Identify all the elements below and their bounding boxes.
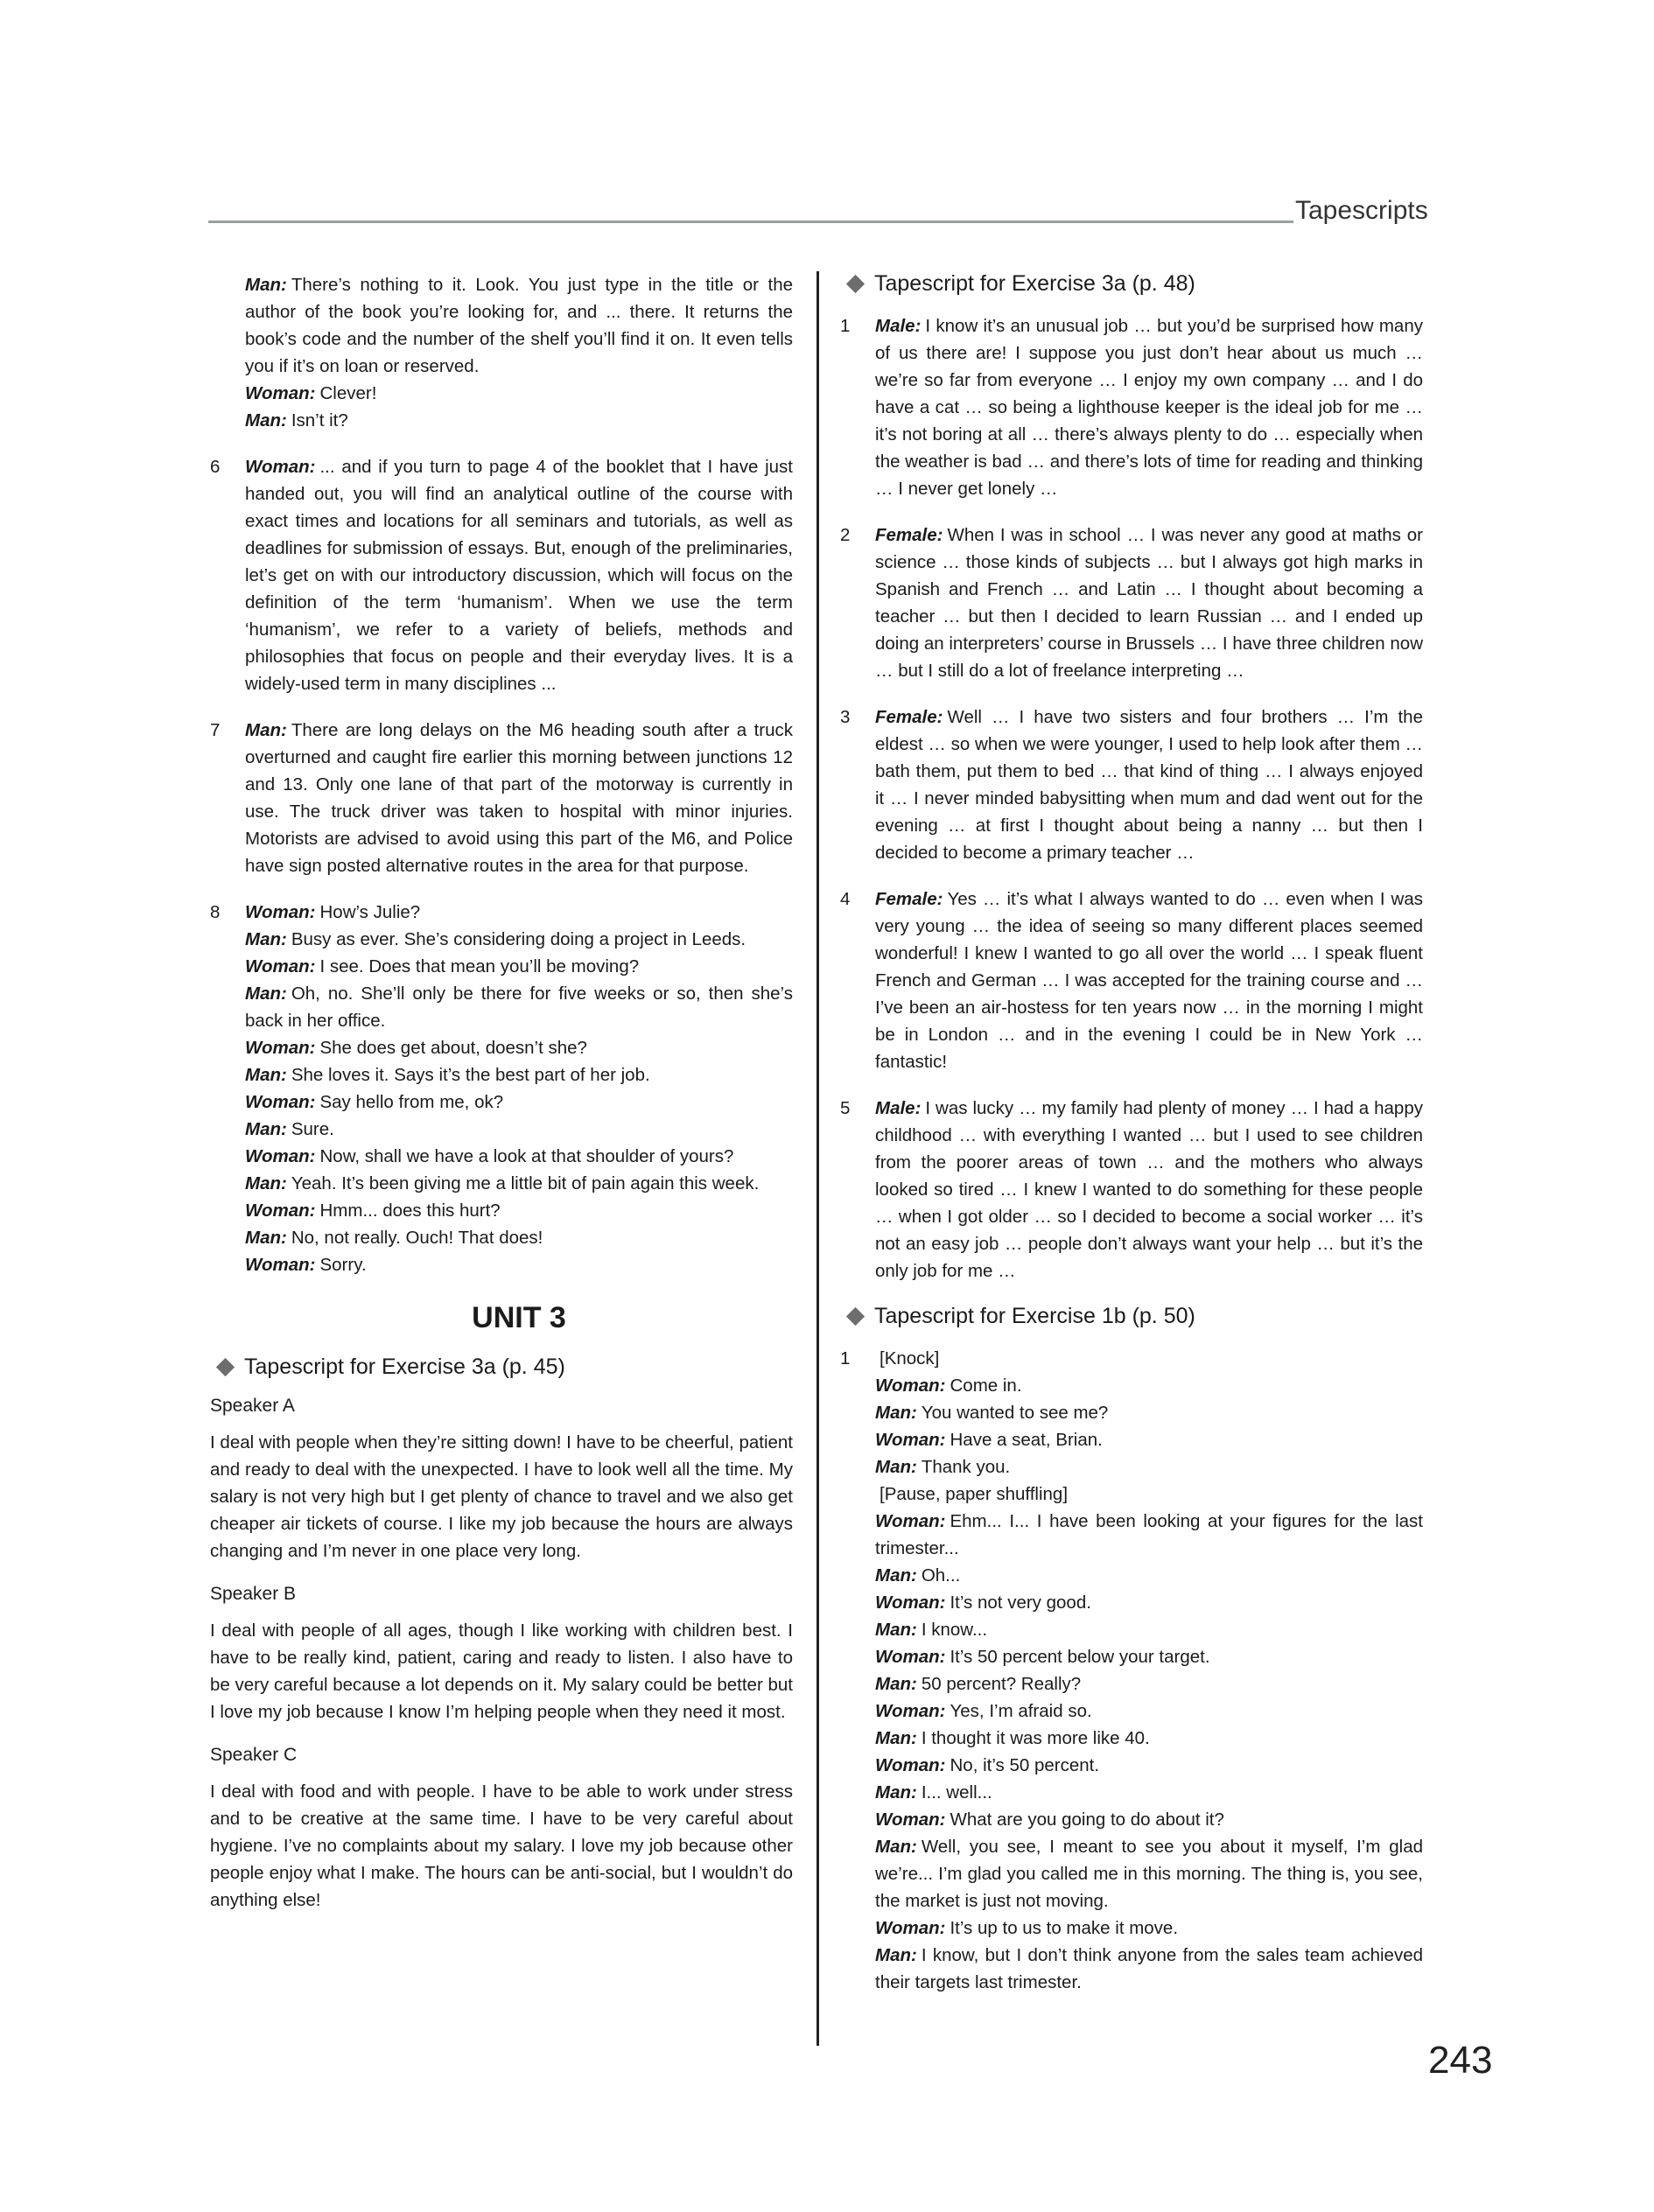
speaker-label: Woman: [245, 383, 316, 403]
job-item-4 [840, 886, 1423, 1075]
speaker-label: Man: [875, 1837, 917, 1857]
dialog-line [875, 1779, 1423, 1806]
dialog-text: Yes … it’s what I always wanted to do … even when I was very young … the idea of seeing so many different places seemed wonderful! I knew I wanted to go all over the world … I speak fluent French and German … I was accepted for the training course and … I’ve been an air-hostess for ten years now … in the morning I might be in London … and in the evening I could be in New York … fantastic! [875, 889, 1423, 1072]
running-header: Tapescripts [1295, 196, 1428, 225]
dialog-text: Thank you. [921, 1457, 1011, 1477]
speaker-label: Woman: [245, 902, 316, 922]
dialog-line [245, 407, 793, 434]
dialog-line [245, 1034, 793, 1061]
dialog-text: Oh... [921, 1565, 961, 1586]
dialog-text: You wanted to see me? [921, 1403, 1109, 1423]
dialog-text: I see. Does that mean you’ll be moving? [319, 956, 640, 976]
dialog-text: [Pause, paper shuffling] [880, 1484, 1069, 1504]
entry-5-continued [210, 271, 793, 434]
speaker-label: Man: [245, 1065, 287, 1085]
dialog-text: I thought it was more like 40. [921, 1728, 1150, 1748]
dialog-text: No, not really. Ouch! That does! [291, 1228, 543, 1248]
entry-7 [210, 717, 793, 879]
unit-heading: UNIT 3 [472, 1301, 566, 1334]
dialog-line [245, 1170, 793, 1197]
dialog-text: I was lucky … my family had plenty of money … I had a happy childhood … with everything I wanted … but I used to see children from the poorer areas of town … and the mothers who always looked so tired … I knew I wanted to do something for these people … when I got older … so I decided to become a social worker … it’s not an easy job … people don’t always want your help … but it’s the only job for me … [875, 1098, 1423, 1281]
dialog-text: Oh, no. She’ll only be there for five weeks or so, then she’s back in her office. [245, 984, 793, 1031]
speaker-label: Woman: [875, 1810, 946, 1830]
dialog-text: Yeah. It’s been giving me a little bit of pain again this week. [291, 1173, 760, 1194]
dialog-line [875, 1806, 1423, 1833]
entry-number: 1 [840, 1348, 851, 1368]
speaker-label: Woman: [245, 1255, 316, 1275]
entry-number: 3 [840, 707, 851, 727]
job-item-1 [840, 312, 1423, 502]
speaker-label: Man: [875, 1403, 917, 1423]
dialog-text: She does get about, doesn’t she? [319, 1038, 587, 1058]
speaker-label: Man: [875, 1565, 917, 1586]
dialog-line [245, 953, 793, 980]
dialog-line [245, 1143, 793, 1170]
job-item-5 [840, 1095, 1423, 1284]
dialog-text: Now, shall we have a look at that shoulder of yours? [319, 1146, 734, 1166]
tapescript-heading [840, 1304, 1423, 1329]
job-item-3 [840, 704, 1423, 866]
dialog-text: Busy as ever. She’s considering doing a project in Leeds. [291, 929, 746, 949]
dialog-text: Hmm... does this hurt? [319, 1200, 501, 1221]
dialog-line [875, 312, 1423, 502]
speaker-title: Speaker C [210, 1745, 298, 1765]
speaker-label: Man: [875, 1945, 917, 1965]
dialog-line [875, 1752, 1423, 1779]
dialog-text: She loves it. Says it’s the best part of her job. [291, 1065, 650, 1085]
speaker-b-block [210, 1584, 793, 1726]
dialog-line [875, 1914, 1423, 1942]
dialog-line [875, 704, 1423, 866]
left-column [210, 271, 793, 1933]
dialog-line [245, 271, 793, 380]
entry-8 [210, 899, 793, 1278]
dialog-text: Ehm... I... I have been looking at your figures for the last trimester... [875, 1511, 1423, 1558]
tapescript-heading-text: Tapescript for Exercise 1b (p. 50) [874, 1304, 1195, 1328]
dialog-line [875, 1508, 1423, 1562]
speaker-label: Woman: [245, 956, 316, 976]
column-divider [816, 271, 819, 2046]
dialog-text: Sure. [291, 1119, 334, 1139]
speaker-label: Man: [245, 275, 287, 295]
dialog-text: Yes, I’m afraid so. [950, 1701, 1092, 1721]
dialog-line [245, 1251, 793, 1278]
speaker-label: Man: [245, 1173, 287, 1194]
dialog-text: It’s not very good. [950, 1592, 1091, 1613]
dialog-text: Sorry. [319, 1255, 367, 1275]
speaker-label: Man: [875, 1674, 917, 1694]
entry-number: 4 [840, 889, 851, 909]
dialog-line [875, 1616, 1423, 1643]
dialog-text: No, it’s 50 percent. [950, 1755, 1100, 1775]
speaker-c-block [210, 1745, 793, 1914]
speaker-label: Man: [245, 720, 287, 740]
entry-6 [210, 453, 793, 697]
dialog-line [875, 1643, 1423, 1670]
dialog-text: It’s up to us to make it move. [950, 1918, 1179, 1938]
speaker-label: Man: [245, 410, 287, 430]
speaker-label: Man: [245, 929, 287, 949]
speaker-label: Woman: [875, 1592, 946, 1613]
diamond-bullet-icon [846, 1307, 865, 1326]
dialog-line [875, 1589, 1423, 1616]
speaker-text: I deal with people when they’re sitting down! I have to be cheerful, patient and ready to deal with the unexpected. I have to look well all the time. My salary is not very high but I get plenty of chance to travel and we also get cheaper air tickets of course. I like my job because the hours are always changing and I’m never in one place very long. [210, 1432, 793, 1561]
dialog-text: There’s nothing to it. Look. You just type in the title or the author of the book you’re looking for, and ... there. It returns the book’s code and the number of the shelf you’ll find it on. It even tells you if it’s on loan or reserved. [245, 275, 793, 376]
dialog-text: It’s 50 percent below your target. [950, 1647, 1210, 1667]
speaker-label: Man: [875, 1728, 917, 1748]
dialog-line [875, 1453, 1423, 1480]
right-column [840, 271, 1423, 2015]
speaker-label: Man: [245, 1119, 287, 1139]
speaker-label: Man: [875, 1620, 917, 1640]
entry-number: 2 [840, 525, 851, 545]
dialog-line [245, 980, 793, 1034]
tapescript-heading-text: Tapescript for Exercise 3a (p. 48) [874, 271, 1195, 296]
dialog-line [245, 1116, 793, 1143]
speaker-label: Male: [875, 316, 922, 336]
dialog-line [875, 1372, 1423, 1399]
dialog-line [875, 1562, 1423, 1589]
entry-number: 1 [840, 316, 851, 336]
dialog-text: Say hello from me, ok? [319, 1092, 504, 1112]
speaker-label: Woman: [245, 1038, 316, 1058]
speaker-label: Woman: [875, 1755, 946, 1775]
dialog-text: I... well... [921, 1782, 992, 1802]
speaker-label: Woman: [245, 1146, 316, 1166]
speaker-label: Woman: [245, 1092, 316, 1112]
dialog-text: Well, you see, I meant to see you about it myself, I’m glad we’re... I’m glad you called me in this morning. The thing is, you see, the market is just not moving. [875, 1837, 1423, 1911]
dialog-line [245, 717, 793, 879]
job-item-2 [840, 522, 1423, 684]
tapescript-heading-text: Tapescript for Exercise 3a (p. 45) [244, 1354, 565, 1379]
speaker-label: Female: [875, 525, 943, 545]
dialog-text: ... and if you turn to page 4 of the booklet that I have just handed out, you will find an analytical outline of the course with exact times and locations for all seminars and tutorials, as well as deadlines for submission of essays. But, enough of the preliminaries, let’s get on with our introductory discussion, which will focus on the definition of the term ‘humanism’. When we use the term ‘humanism’, we refer to a variety of beliefs, methods and philosophies that focus on people and their everyday lives. It is a widely-used term in many disciplines ... [245, 457, 793, 694]
dialog-text: There are long delays on the M6 heading south after a truck overturned and caught fire earlier this morning between junctions 12 and 13. Only one lane of that part of the motorway is currently in use. The truck driver was taken to hospital with minor injuries. Motorists are advised to avoid using this part of the M6, and Police have sign posted alternative routes in the area for that purpose. [245, 720, 793, 876]
dialog-text: Well … I have two sisters and four brothers … I’m the eldest … so when we were younger, I used to help look after them … bath them, put them to bed … that kind of thing … I always enjoyed it … I never minded babysitting when mum and dad went out for the evening … at first I thought about being a nanny … but then I decided to become a primary teacher … [875, 707, 1423, 863]
speaker-a-block [210, 1396, 793, 1564]
dialog-line [245, 453, 793, 697]
dialog-line [245, 1088, 793, 1116]
dialog-entry-1 [840, 1345, 1423, 1996]
dialog-text: When I was in school … I was never any good at maths or science … those kinds of subjects … but I always got high marks in Spanish and French … and Latin … I thought about becoming a teacher … but then I decided to learn Russian … and I ended up doing an interpreters’ course in Brussels … I have three children now … but I still do a lot of freelance interpreting … [875, 525, 1423, 681]
entry-number: 5 [840, 1098, 851, 1118]
dialog-text: Clever! [319, 383, 377, 403]
speaker-label: Woman: [875, 1376, 946, 1396]
dialog-line [875, 1698, 1423, 1725]
entry-number: 7 [210, 720, 221, 740]
dialog-text: Isn’t it? [291, 410, 348, 430]
dialog-line [875, 1095, 1423, 1284]
speaker-label: Man: [875, 1782, 917, 1802]
dialog-line [245, 1197, 793, 1224]
speaker-label: Man: [245, 1228, 287, 1248]
speaker-label: Man: [245, 984, 287, 1004]
speaker-label: Male: [875, 1098, 922, 1118]
dialog-line [875, 1399, 1423, 1426]
speaker-text: I deal with people of all ages, though I like working with children best. I have to be really kind, patient, caring and ready to listen. I also have to be very careful because a lot depends on it. My salary could be better but I love my job because I know I’m helping people when they need it most. [210, 1620, 793, 1722]
dialog-line [875, 886, 1423, 1075]
dialog-line [875, 1345, 1423, 1372]
dialog-text: I know it’s an unusual job … but you’d be surprised how many of us there are! I suppose you just don’t hear about us much … we’re so far from everyone … I enjoy my own company … and I do have a cat … so being a lighthouse keeper is the ideal job for me … it’s not boring at all … there’s always plenty to do … especially when the weather is bad … and there’s lots of time for reading and thinking … I never get lonely … [875, 316, 1423, 499]
dialog-line [875, 1480, 1423, 1508]
speaker-label: Woman: [875, 1430, 946, 1450]
dialog-text: [Knock] [880, 1348, 940, 1368]
dialog-text: What are you going to do about it? [950, 1810, 1224, 1830]
dialog-line [245, 899, 793, 926]
dialog-line [245, 1061, 793, 1088]
dialog-line [245, 1224, 793, 1251]
speaker-title: Speaker A [210, 1396, 295, 1416]
dialog-line [875, 1833, 1423, 1914]
speaker-label: Woman: [245, 457, 316, 477]
dialog-text: 50 percent? Really? [921, 1674, 1082, 1694]
dialog-line [875, 1725, 1423, 1752]
page-number: 243 [1428, 2039, 1493, 2082]
header-rule [208, 220, 1293, 223]
tapescript-heading [210, 1354, 793, 1380]
dialog-line [245, 926, 793, 953]
speaker-label: Female: [875, 707, 943, 727]
diamond-bullet-icon [216, 1358, 235, 1376]
speaker-label: Female: [875, 889, 943, 909]
dialog-text: How’s Julie? [319, 902, 421, 922]
dialog-line [875, 1670, 1423, 1698]
dialog-text: Come in. [950, 1376, 1022, 1396]
speaker-label: Woman: [245, 1200, 316, 1221]
speaker-title: Speaker B [210, 1584, 297, 1604]
dialog-text: I know, but I don’t think anyone from the sales team achieved their targets last trimester. [875, 1945, 1423, 1992]
speaker-label: Woman: [875, 1701, 946, 1721]
diamond-bullet-icon [846, 275, 865, 293]
dialog-line [245, 380, 793, 407]
speaker-label: Woman: [875, 1511, 946, 1531]
speaker-label: Woman: [875, 1918, 946, 1938]
dialog-text: I know... [921, 1620, 988, 1640]
entry-number: 8 [210, 902, 221, 922]
dialog-line [875, 522, 1423, 684]
speaker-text: I deal with food and with people. I have to be able to work under stress and to be creative at the same time. I have to be very careful about hygiene. I’ve no complaints about my salary. I love my job because other people enjoy what I make. The hours can be anti-social, but I wouldn’t do anything else! [210, 1782, 793, 1910]
speaker-label: Woman: [875, 1647, 946, 1667]
tapescript-heading [840, 271, 1423, 297]
speaker-label: Man: [875, 1457, 917, 1477]
dialog-line [875, 1942, 1423, 1996]
entry-number: 6 [210, 457, 221, 477]
dialog-text: Have a seat, Brian. [950, 1430, 1103, 1450]
dialog-line [875, 1426, 1423, 1453]
